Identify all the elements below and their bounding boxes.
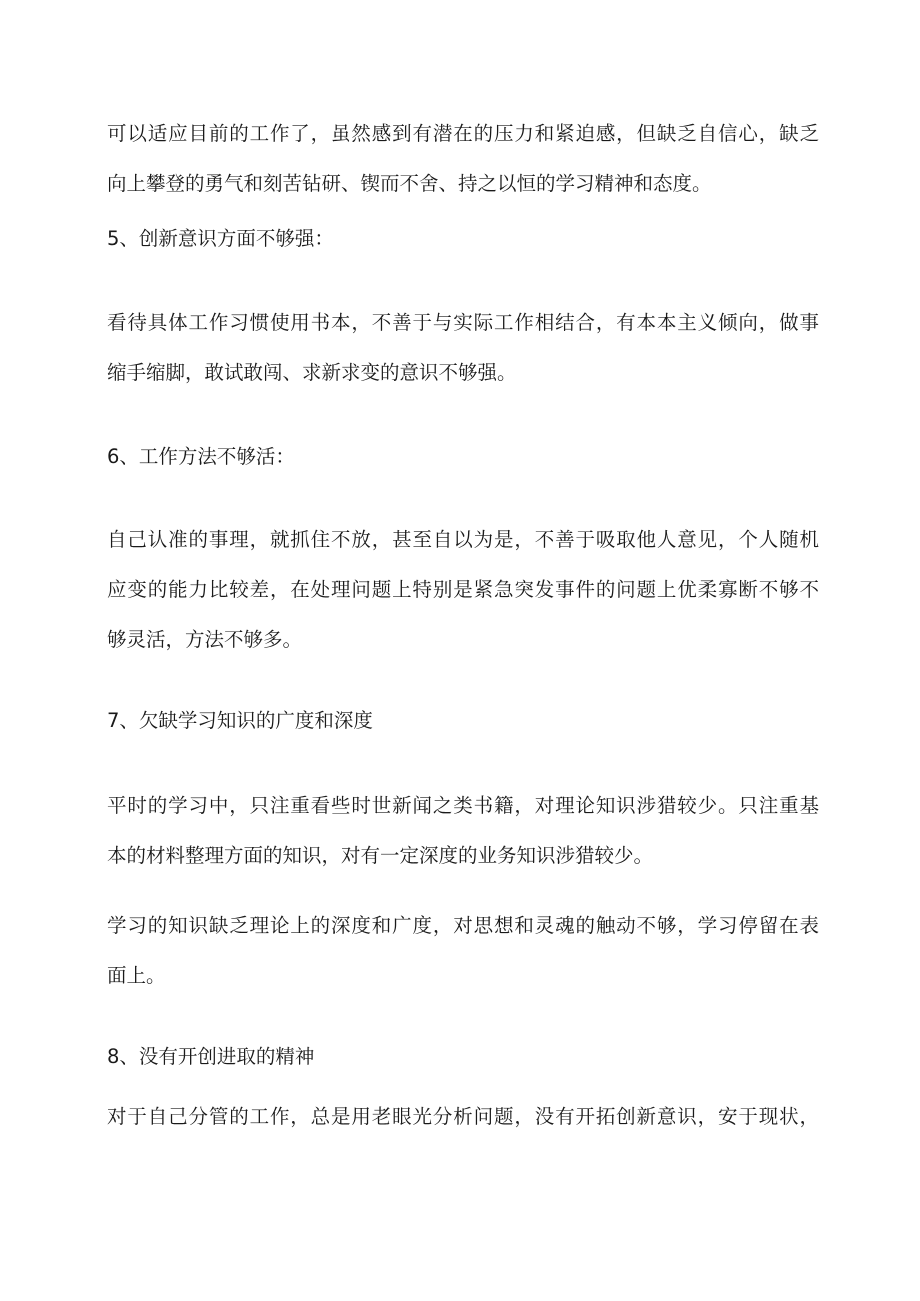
paragraph-3-line-1: 自己认准的事理，就抓住不放，甚至自以为是，不善于吸取他人意见，个人随机 — [107, 528, 819, 551]
section-6-heading: 6、工作方法不够活： — [107, 445, 295, 468]
paragraph-5-line-1: 学习的知识缺乏理论上的深度和广度，对思想和灵魂的触动不够，学习停留在表 — [107, 914, 819, 937]
section-7-heading: 7、欠缺学习知识的广度和深度 — [107, 709, 373, 732]
paragraph-2-line-2: 缩手缩脚，敢试敢闯、求新求变的意识不够强。 — [107, 361, 517, 384]
paragraph-2-line-1: 看待具体工作习惯使用书本，不善于与实际工作相结合，有本本主义倾向，做事 — [107, 311, 819, 334]
paragraph-1-line-2: 向上攀登的勇气和刻苦钻研、锲而不舍、持之以恒的学习精神和态度。 — [107, 172, 712, 195]
paragraph-1-line-1: 可以适应目前的工作了，虽然感到有潜在的压力和紧迫感，但缺乏自信心，缺乏 — [107, 122, 819, 145]
paragraph-4-line-1: 平时的学习中，只注重看些时世新闻之类书籍，对理论知识涉猎较少。只注重基 — [107, 794, 819, 817]
paragraph-3-line-2: 应变的能力比较差，在处理问题上特别是紧急突发事件的问题上优柔寡断不够不 — [107, 578, 819, 601]
paragraph-6-line-1: 对于自己分管的工作，总是用老眼光分析问题，没有开拓创新意识，安于现状， — [107, 1105, 819, 1128]
paragraph-5-line-2: 面上。 — [107, 964, 166, 987]
paragraph-4-line-2: 本的材料整理方面的知识，对有一定深度的业务知识涉猎较少。 — [107, 844, 654, 867]
paragraph-3-line-3: 够灵活，方法不够多。 — [107, 628, 303, 651]
section-5-heading: 5、创新意识方面不够强： — [107, 227, 334, 250]
section-8-heading: 8、没有开创进取的精神 — [107, 1045, 315, 1068]
